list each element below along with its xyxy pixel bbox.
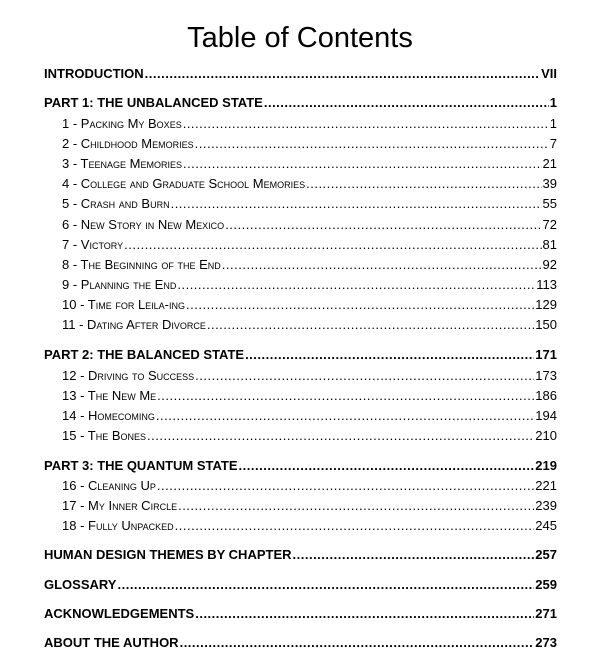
- toc-entry-chapter-7[interactable]: [62, 236, 557, 254]
- toc-entry-title: 1 - Packing My Boxes: [62, 116, 182, 131]
- toc-entry-chapter-15[interactable]: [62, 427, 557, 445]
- toc-entry-title: ACKNOWLEDGEMENTS: [44, 606, 195, 621]
- toc-entry-page: 239: [535, 498, 557, 513]
- toc-entry-chapter-10[interactable]: [62, 296, 557, 314]
- toc-entry-page: 150: [535, 317, 557, 332]
- toc-entry-page: 171: [535, 347, 557, 362]
- toc-entry-acknowledgements[interactable]: [44, 605, 557, 623]
- dot-leader: [180, 634, 535, 652]
- toc-entry-part-1[interactable]: [44, 94, 557, 112]
- toc-entry-chapter-4[interactable]: [62, 175, 557, 193]
- toc-entry-chapter-16[interactable]: [62, 477, 557, 495]
- dot-leader: [239, 457, 535, 475]
- toc-entry-page: 173: [535, 368, 557, 383]
- toc-entry-title: 2 - Childhood Memories: [62, 136, 194, 151]
- toc-entry-title: 16 - Cleaning Up: [62, 478, 156, 493]
- toc-entry-title: PART 3: THE QUANTUM STATE: [44, 458, 238, 473]
- dot-leader: [186, 296, 534, 314]
- dot-leader: [195, 367, 534, 385]
- dot-leader: [222, 256, 542, 274]
- toc-entry-page: 55: [542, 196, 557, 211]
- dot-leader: [117, 576, 534, 594]
- toc-entry-title: INTRODUCTION: [44, 66, 144, 81]
- toc-entry-title: 3 - Teenage Memories: [62, 156, 182, 171]
- toc-entry-glossary[interactable]: [44, 576, 557, 594]
- toc-entry-page: 81: [542, 237, 557, 252]
- dot-leader: [195, 605, 534, 623]
- toc-entry-page: 221: [535, 478, 557, 493]
- toc-entry-about-the-author[interactable]: [44, 634, 557, 652]
- toc-entry-chapter-17[interactable]: [62, 497, 557, 515]
- toc-entry-chapter-12[interactable]: [62, 367, 557, 385]
- toc-entry-title: 8 - The Beginning of the End: [62, 257, 221, 272]
- toc-entry-introduction[interactable]: [44, 65, 557, 83]
- toc-entry-title: 9 - Planning the End: [62, 277, 177, 292]
- toc-entry-title: 7 - Victory: [62, 237, 124, 252]
- toc-entry-chapter-3[interactable]: [62, 155, 557, 173]
- toc-entry-page: 245: [535, 518, 557, 533]
- dot-leader: [145, 65, 540, 83]
- toc-entry-page: 219: [535, 458, 557, 473]
- dot-leader: [225, 216, 541, 234]
- toc-entry-chapter-13[interactable]: [62, 387, 557, 405]
- dot-leader: [157, 387, 534, 405]
- toc-entry-title: GLOSSARY: [44, 577, 117, 592]
- toc-entry-title: 15 - The Bones: [62, 428, 147, 443]
- dot-leader: [124, 236, 541, 254]
- toc-entry-part-2[interactable]: [44, 346, 557, 364]
- toc-entry-page: 186: [535, 388, 557, 403]
- toc-entry-title: 4 - College and Graduate School Memories: [62, 176, 306, 191]
- toc-entry-page: 257: [535, 547, 557, 562]
- toc-entry-page: 7: [549, 136, 557, 151]
- toc-entry-page: 21: [542, 156, 557, 171]
- dot-leader: [147, 427, 534, 445]
- toc-entry-title: 14 - Homecoming: [62, 408, 155, 423]
- toc-entry-chapter-9[interactable]: [62, 276, 557, 294]
- toc-entry-page: 113: [536, 277, 557, 292]
- toc-entry-part-3[interactable]: [44, 457, 557, 475]
- toc-entry-page: 1: [549, 95, 557, 110]
- page-title: Table of Contents: [187, 22, 413, 55]
- toc-entry-page: 194: [535, 408, 557, 423]
- toc-entry-chapter-1[interactable]: [62, 115, 557, 133]
- toc-entry-page: 273: [535, 635, 557, 650]
- toc-entry-title: HUMAN DESIGN THEMES BY CHAPTER: [44, 547, 292, 562]
- dot-leader: [306, 175, 541, 193]
- dot-leader: [183, 115, 549, 133]
- toc-entry-page: 72: [542, 217, 557, 232]
- toc-entry-title: 10 - Time for Leila-ing: [62, 297, 186, 312]
- toc-entry-chapter-8[interactable]: [62, 256, 557, 274]
- dot-leader: [157, 477, 534, 495]
- toc-entry-title: ABOUT THE AUTHOR: [44, 635, 179, 650]
- toc-entry-chapter-2[interactable]: [62, 135, 557, 153]
- toc-entry-page: 259: [535, 577, 557, 592]
- toc-entry-title: 18 - Fully Unpacked: [62, 518, 174, 533]
- dot-leader: [195, 135, 549, 153]
- dot-leader: [245, 346, 534, 364]
- dot-leader: [171, 195, 542, 213]
- toc-entry-chapter-5[interactable]: [62, 195, 557, 213]
- dot-leader: [178, 497, 534, 515]
- toc-entry-chapter-6[interactable]: [62, 216, 557, 234]
- dot-leader: [264, 94, 549, 112]
- dot-leader: [156, 407, 534, 425]
- toc-entry-title: 12 - Driving to Success: [62, 368, 195, 383]
- toc-entry-page: 271: [535, 606, 557, 621]
- dot-leader: [183, 155, 542, 173]
- dot-leader: [175, 517, 535, 535]
- toc-entry-title: 13 - The New Me: [62, 388, 157, 403]
- toc-entry-page: 129: [535, 297, 557, 312]
- toc-entry-chapter-11[interactable]: [62, 316, 557, 334]
- toc-entry-page: VII: [541, 66, 557, 81]
- toc-entry-chapter-14[interactable]: [62, 407, 557, 425]
- dot-leader: [207, 316, 534, 334]
- toc-entry-title: PART 2: THE BALANCED STATE: [44, 347, 245, 362]
- toc-entry-title: 6 - New Story in New Mexico: [62, 217, 225, 232]
- toc-entry-page: 210: [535, 428, 557, 443]
- toc-entry-page: 39: [542, 176, 557, 191]
- toc-entry-chapter-18[interactable]: [62, 517, 557, 535]
- dot-leader: [177, 276, 535, 294]
- toc-entry-title: PART 1: THE UNBALANCED STATE: [44, 95, 263, 110]
- toc-entry-page: 1: [549, 116, 557, 131]
- dot-leader: [293, 546, 535, 564]
- toc-entry-human-design-themes[interactable]: [44, 546, 557, 564]
- toc-entry-page: 92: [542, 257, 557, 272]
- toc-entry-title: 11 - Dating After Divorce: [62, 317, 206, 332]
- toc-entry-title: 5 - Crash and Burn: [62, 196, 170, 211]
- toc-entry-title: 17 - My Inner Circle: [62, 498, 178, 513]
